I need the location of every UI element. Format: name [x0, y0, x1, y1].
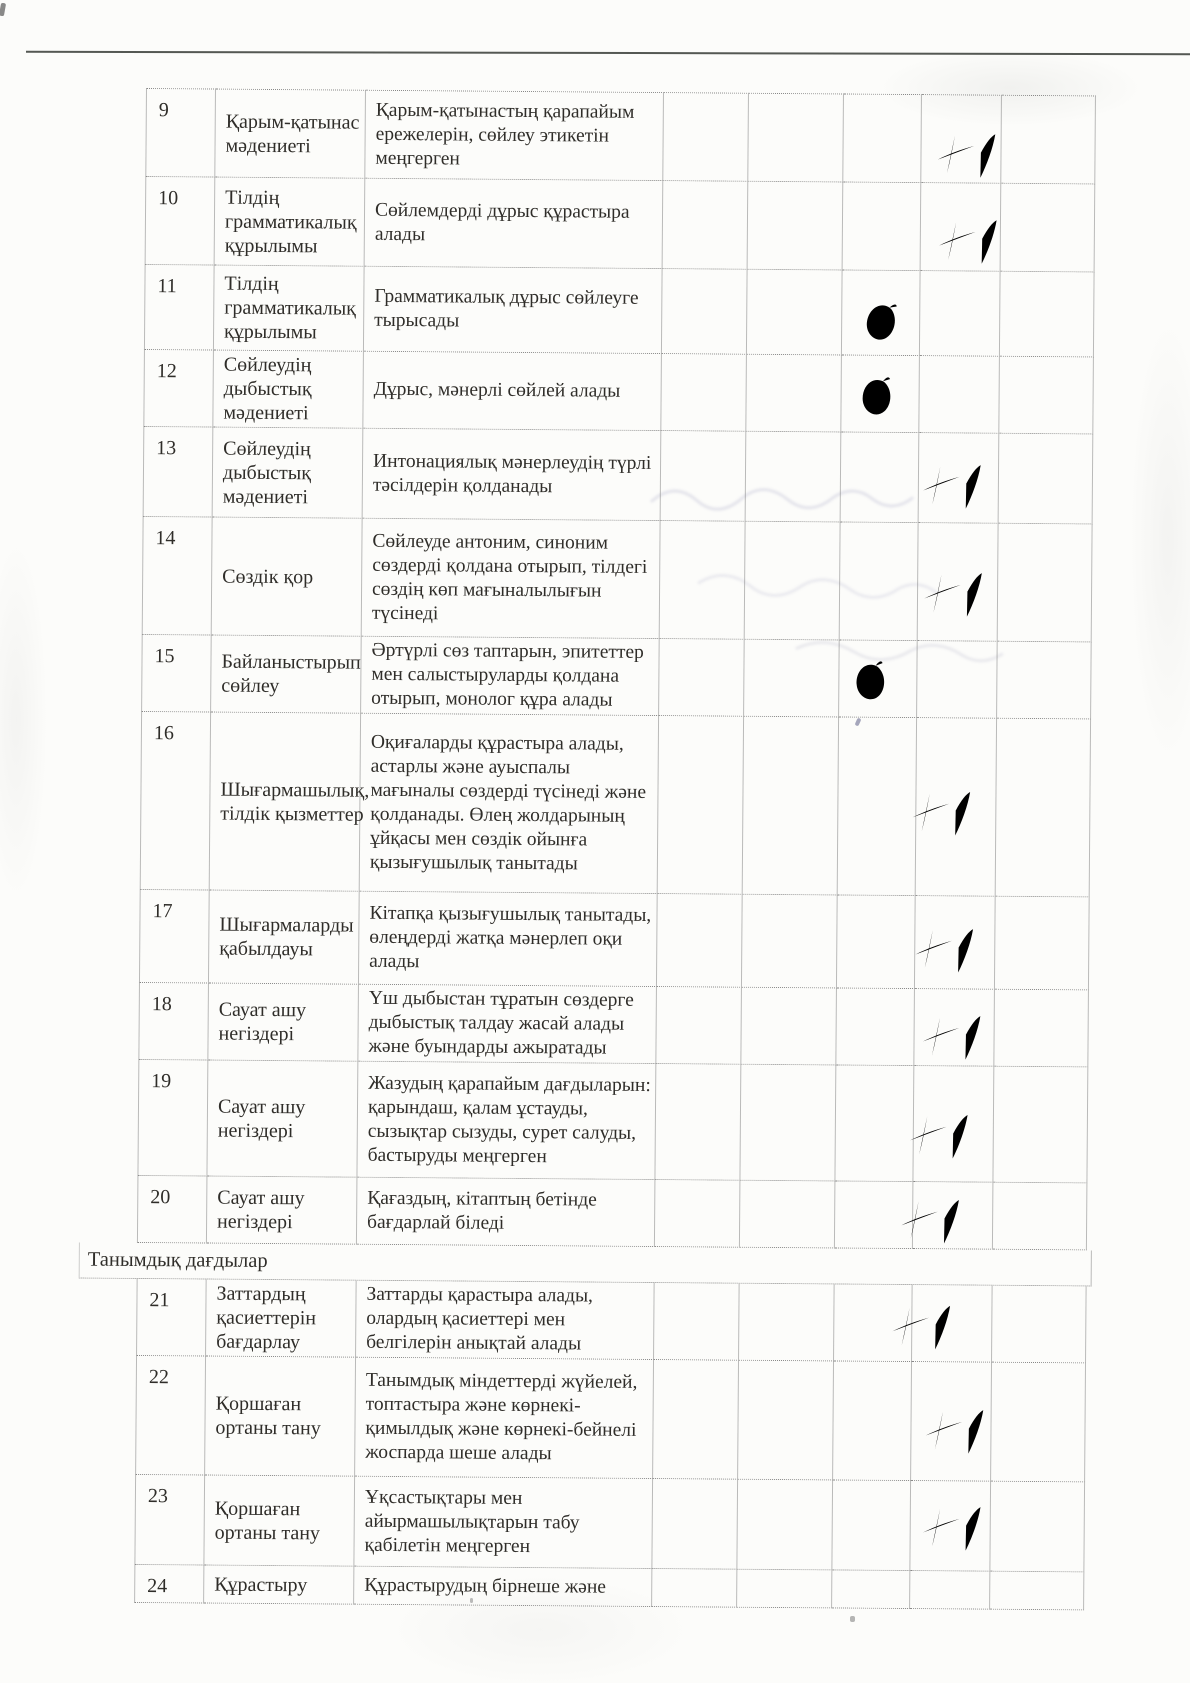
row-number-cell-text: 23 — [147, 1485, 169, 1508]
category-cell-text: Сауат ашу негіздері — [217, 1186, 305, 1234]
table-row — [143, 427, 1099, 524]
score-cell — [652, 1479, 738, 1570]
handwritten-mark — [901, 779, 986, 842]
category-cell — [215, 89, 366, 179]
handwritten-mark — [928, 207, 1013, 270]
row-number-cell-text: 20 — [150, 1186, 171, 1209]
descriptor-cell — [362, 519, 661, 639]
descriptor-cell-text: Сөйлемдерді дұрыс құрастыра алады — [374, 199, 630, 245]
score-cell — [833, 1361, 912, 1481]
descriptor-cell-text: Әртүрлі сөз таптарын, эпитеттер мен салыстыруларды қолдана отырып, монолог құра алады — [371, 639, 644, 711]
category-cell — [207, 1177, 358, 1245]
category-cell-text: Сауат ашу негіздері — [217, 1095, 306, 1142]
score-cell — [913, 1182, 994, 1250]
category-cell — [213, 351, 364, 429]
score-cell — [1001, 184, 1096, 273]
score-cell — [663, 181, 749, 270]
category-cell — [209, 891, 360, 985]
handwritten-mark — [899, 1102, 984, 1165]
category-cell-text: Тілдің грамматикалық құрылымы — [224, 186, 357, 257]
score-cell — [652, 1569, 737, 1608]
category-cell-text: Тілдің грамматикалық құрылымы — [224, 272, 357, 344]
score-cell — [997, 642, 1092, 720]
descriptor-cell — [363, 352, 662, 431]
category-cell — [210, 713, 370, 892]
row-number-cell-text: 22 — [148, 1366, 169, 1389]
row-number-cell — [142, 517, 213, 636]
category-cell — [211, 636, 362, 714]
descriptor-cell — [365, 90, 664, 181]
category-cell — [204, 1566, 354, 1605]
row-number-cell-text: 14 — [155, 527, 176, 550]
handwritten-mark — [913, 560, 998, 623]
row-number-cell-text: 10 — [158, 187, 179, 210]
table-row — [139, 890, 1095, 990]
descriptor-cell-text: Оқиғаларды құрастыра алады, астарлы және ауыспалы мағыналы сөздерді түсінеді және қолданады. Өлең жолдарының ұйқасы мен сөздік ойынға қызығушылық танытады — [369, 731, 647, 874]
score-cell — [743, 717, 839, 896]
handwritten-mark — [912, 1494, 997, 1557]
ink-speck — [850, 1616, 855, 1622]
score-cell — [738, 1361, 834, 1481]
score-cell — [841, 432, 920, 523]
score-cell — [832, 1570, 910, 1609]
row-number-cell — [140, 712, 211, 891]
row-number-cell-text: 18 — [151, 993, 172, 1016]
descriptor-cell — [354, 1567, 652, 1607]
score-cell — [991, 1363, 1086, 1483]
handwritten-mark — [849, 365, 899, 426]
score-cell — [990, 1482, 1085, 1573]
scan-edge-line — [26, 51, 1190, 55]
category-cell-text: Қарым-қатынас мәдениеті — [225, 110, 360, 157]
row-number-cell — [137, 1060, 208, 1177]
row-number-cell-text: 19 — [151, 1070, 172, 1093]
score-cell — [921, 94, 1002, 184]
score-cell — [839, 640, 918, 718]
descriptor-cell — [361, 637, 660, 716]
ink-speck — [0, 3, 6, 17]
descriptor-cell-text: Ұқсастықтары мен айырмашылықтарын табу қабілетін меңгерген — [364, 1486, 580, 1557]
score-cell — [739, 1284, 835, 1362]
score-cell — [993, 1183, 1088, 1251]
handwritten-mark — [845, 652, 891, 710]
category-cell — [204, 1476, 355, 1567]
category-cell — [208, 984, 359, 1062]
descriptor-cell — [364, 267, 663, 354]
score-cell — [661, 354, 747, 432]
row-number-cell — [134, 1475, 205, 1566]
handwritten-mark — [890, 1188, 975, 1251]
descriptor-cell — [365, 179, 664, 269]
row-number-cell-text: 15 — [154, 645, 175, 668]
row-number-cell-text: 12 — [156, 360, 177, 383]
table-row — [134, 1565, 1089, 1610]
category-cell-text: Заттардың қасиеттерін бағдарлау — [216, 1282, 317, 1354]
score-cell — [659, 639, 745, 717]
row-number-cell-text: 21 — [149, 1289, 170, 1312]
descriptor-cell — [357, 1062, 656, 1180]
row-number-cell — [138, 983, 209, 1061]
descriptor-cell — [358, 985, 657, 1064]
score-cell — [992, 1286, 1087, 1364]
handwritten-mark — [850, 288, 907, 353]
score-cell — [656, 987, 742, 1065]
score-cell — [840, 522, 919, 641]
table-row — [136, 1279, 1092, 1363]
row-number-cell — [145, 177, 216, 266]
score-cell — [912, 1285, 993, 1363]
table-row — [140, 712, 1096, 897]
table-row — [145, 177, 1101, 272]
score-cell — [746, 355, 842, 433]
category-cell-text: Шығармашылық, тілдік қызметтер — [220, 778, 370, 826]
row-number-cell — [136, 1279, 207, 1357]
descriptor-cell-text: Үш дыбыстан тұратын сөздерге дыбыстық талдау жасай алады және буындарды ажыратады — [368, 987, 634, 1059]
row-number-cell — [143, 427, 214, 518]
descriptor-cell-text: Интонациялық мәнерлеудің түрлі тәсілдерін қолданады — [372, 450, 652, 497]
category-cell-text: Сөйлеудің дыбыстық мәдениеті — [222, 437, 312, 508]
handwritten-mark — [914, 1398, 999, 1461]
category-cell-text: Сөздік қор — [222, 565, 314, 588]
table-row — [137, 1060, 1093, 1183]
score-cell — [657, 894, 743, 988]
category-cell-text: Байланыстырып сөйлеу — [221, 650, 361, 698]
score-cell — [915, 896, 996, 990]
table-row — [141, 635, 1097, 719]
table-row — [134, 1475, 1090, 1572]
row-number-cell — [139, 890, 210, 984]
category-cell — [214, 266, 365, 352]
score-cell — [910, 1481, 991, 1572]
score-cell — [832, 1480, 911, 1571]
row-number-cell — [145, 88, 216, 178]
category-cell-text: Қоршаған ортаны тану — [214, 1497, 321, 1544]
descriptor-cell-text: Жазудың қарапайым дағдыларын: қарындаш, қалам ұстауды, сызықтар сызуды, сурет салуды, бастыруды меңгерген — [367, 1072, 651, 1167]
row-number-cell — [141, 635, 212, 713]
score-cell — [737, 1480, 833, 1571]
score-cell — [995, 897, 1090, 991]
score-cell — [841, 355, 920, 433]
table-row — [137, 1176, 1092, 1250]
score-cell — [842, 270, 921, 356]
descriptor-cell-text: Сөйлеуде антоним, синоним сөздерді қолдана отырып, тілдегі сөздің көп мағыналылығын түсінеді — [371, 530, 648, 624]
table-row — [142, 517, 1098, 642]
score-cell — [837, 895, 916, 989]
row-number-cell — [134, 1565, 204, 1604]
score-cell — [990, 1572, 1084, 1611]
descriptor-cell-text: Кітапқа қызығушылық танытады, өлеңдерді жатқа мәнерлеп оқи алады — [369, 902, 652, 973]
score-cell — [916, 718, 997, 897]
handwritten-mark — [911, 1004, 996, 1067]
score-cell — [655, 1064, 741, 1181]
category-cell-text: Құрастыру — [214, 1573, 308, 1596]
score-cell — [746, 432, 842, 523]
score-cell — [747, 270, 843, 356]
score-cell — [919, 356, 1000, 434]
score-cell — [1000, 272, 1095, 358]
score-cell — [740, 1181, 836, 1249]
score-cell — [737, 1570, 832, 1609]
row-number-cell — [137, 1176, 208, 1244]
score-cell — [662, 269, 748, 355]
score-cell — [999, 357, 1094, 435]
row-number-cell-text: 16 — [153, 722, 175, 745]
row-number-cell — [135, 1356, 206, 1476]
row-number-cell-text: 17 — [152, 900, 173, 923]
score-cell — [920, 271, 1001, 357]
score-cell — [653, 1360, 739, 1480]
score-cell — [658, 716, 744, 895]
descriptor-cell-text: Дұрыс, мәнерлі сөйлей алады — [373, 378, 621, 402]
score-cell — [744, 640, 840, 718]
table-row — [143, 350, 1099, 434]
descriptor-cell-text: Танымдық міндеттерді жүйелей, топтастыра және көрнекі-қимылдық және көрнекі-бейнелі жоспарда шеше алады — [365, 1369, 638, 1465]
score-cell — [661, 431, 747, 522]
score-cell — [741, 988, 837, 1066]
handwritten-mark — [926, 121, 1011, 184]
row-number-cell-text: 24 — [147, 1575, 168, 1598]
descriptor-cell — [359, 892, 658, 987]
section-header-label-text: Танымдық дағдылар — [87, 1248, 268, 1272]
score-cell — [914, 989, 995, 1067]
score-cell — [843, 93, 922, 183]
score-cell — [999, 434, 1094, 525]
category-cell — [205, 1357, 356, 1477]
score-cell — [748, 182, 844, 271]
score-cell — [742, 895, 838, 989]
category-cell-text: Сөйлеудің дыбыстық мәдениеті — [223, 353, 312, 425]
score-cell — [913, 1066, 994, 1183]
descriptor-cell-text: Қарым-қатынастың қарапайым ережелерін, сөйлеу этикетін меңгерген — [375, 99, 635, 169]
table-row — [135, 1356, 1091, 1482]
descriptor-cell-text: Заттарды қарастыра алады, олардың қасиеттері мен белгілерін анықтай алады — [366, 1283, 594, 1355]
category-cell — [213, 428, 364, 519]
score-cell — [910, 1571, 990, 1610]
descriptor-cell — [357, 1178, 656, 1247]
score-cell — [994, 990, 1089, 1068]
handwritten-mark — [912, 452, 997, 515]
table-row — [145, 88, 1101, 184]
row-number-cell-text: 9 — [158, 99, 169, 122]
category-cell — [212, 518, 363, 637]
score-cell — [996, 719, 1091, 898]
score-cell — [911, 1362, 992, 1482]
score-cell — [663, 92, 749, 182]
category-cell — [207, 1061, 358, 1178]
category-cell — [206, 1280, 357, 1358]
handwritten-mark — [881, 1294, 966, 1357]
category-cell-text: Сауат ашу негіздері — [218, 998, 307, 1046]
descriptor-cell-text: Грамматикалық дұрыс сөйлеуге тырысады — [374, 285, 639, 332]
row-number-cell — [144, 265, 215, 351]
row-number-cell-text: 13 — [156, 437, 177, 460]
category-cell-text: Қоршаған ортаны тану — [215, 1392, 321, 1440]
score-cell — [998, 524, 1093, 643]
score-cell — [843, 182, 922, 271]
descriptor-cell-text: Қағаздың, кітаптың бетінде бағдарлай біледі — [367, 1187, 597, 1234]
score-cell — [918, 523, 999, 642]
score-cell — [660, 521, 746, 640]
category-cell — [215, 178, 366, 267]
score-cell — [917, 641, 998, 719]
descriptor-cell-text: Құрастырудың бірнеше және — [364, 1574, 607, 1598]
score-cell — [993, 1067, 1088, 1184]
score-cell — [655, 1180, 741, 1248]
assessment-table — [87, 88, 1101, 1610]
handwritten-mark — [904, 917, 989, 980]
score-cell — [919, 433, 1000, 524]
score-cell — [740, 1065, 836, 1182]
score-cell — [654, 1283, 740, 1361]
row-number-cell-text: 11 — [157, 275, 177, 298]
score-cell — [921, 183, 1002, 272]
descriptor-cell — [355, 1358, 654, 1479]
descriptor-cell — [354, 1477, 653, 1569]
table-row — [144, 265, 1100, 357]
score-cell — [1001, 95, 1096, 185]
descriptor-cell — [360, 714, 659, 894]
score-cell — [745, 522, 841, 641]
table-row — [138, 983, 1094, 1067]
score-cell — [748, 93, 844, 183]
row-number-cell — [143, 350, 214, 428]
score-cell — [836, 988, 915, 1066]
category-cell-text: Шығармаларды қабылдауы — [219, 913, 354, 961]
descriptor-cell — [363, 429, 662, 521]
descriptor-cell — [356, 1281, 655, 1360]
